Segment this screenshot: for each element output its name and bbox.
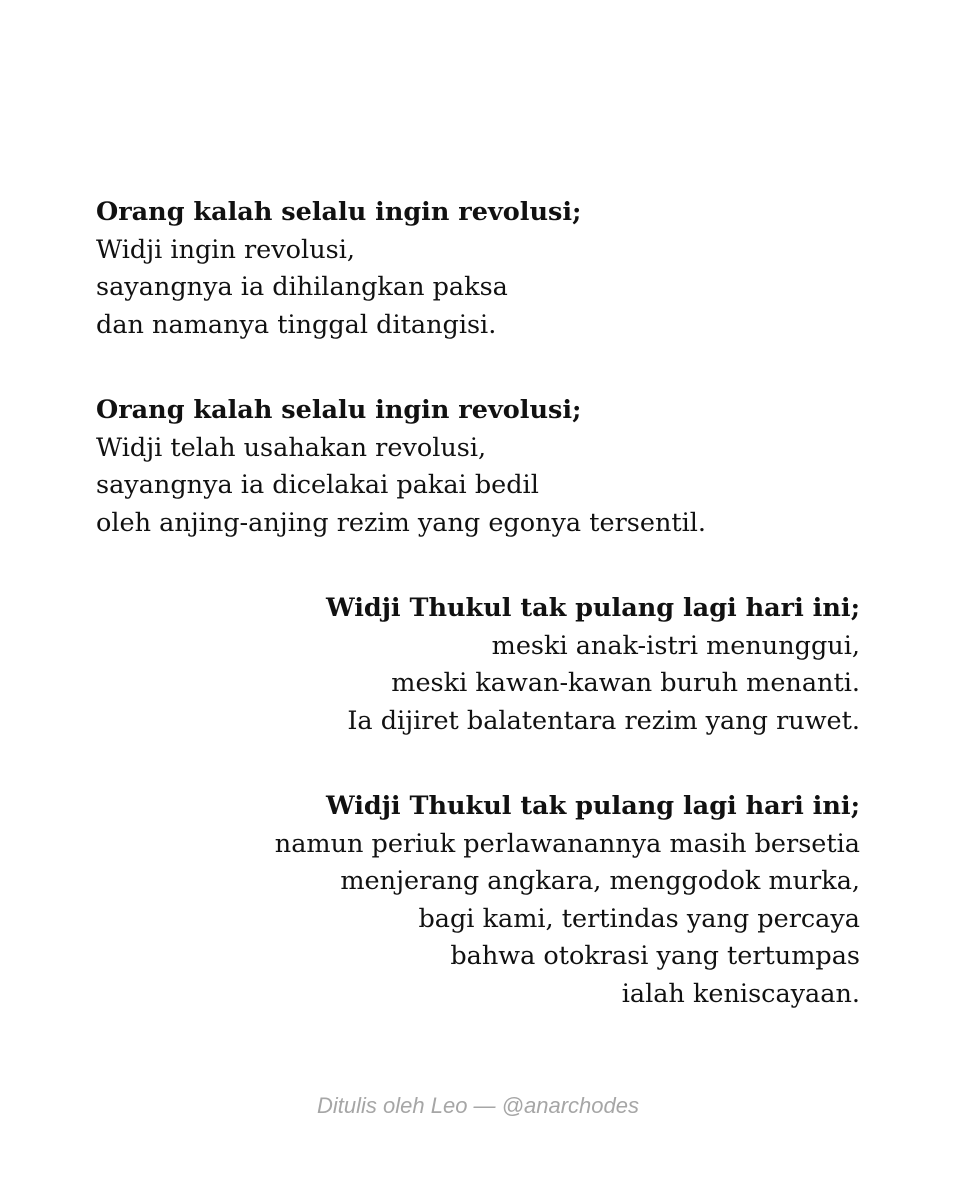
stanza-line: Widji telah usahakan revolusi, bbox=[96, 432, 487, 463]
stanza-line: meski anak-istri menunggui, bbox=[491, 630, 860, 661]
stanza-line: dan namanya tinggal ditangisi. bbox=[96, 309, 497, 340]
stanza-heading: Orang kalah selalu ingin revolusi; bbox=[96, 197, 582, 227]
stanza-heading: Widji Thukul tak pulang lagi hari ini; bbox=[326, 791, 860, 821]
stanza-line: oleh anjing-anjing rezim yang egonya tersentil. bbox=[96, 507, 707, 538]
stanza-line: Ia dijiret balatentara rezim yang ruwet. bbox=[347, 705, 860, 736]
stanza-heading: Orang kalah selalu ingin revolusi; bbox=[96, 395, 582, 425]
stanza-line: sayangnya ia dicelakai pakai bedil bbox=[96, 470, 539, 500]
stanza-line: bahwa otokrasi yang tertumpas bbox=[450, 941, 860, 971]
stanza-line: menjerang angkara, menggodok murka, bbox=[340, 866, 860, 896]
stanza-heading: Widji Thukul tak pulang lagi hari ini; bbox=[326, 593, 860, 623]
stanza-line: Widji ingin revolusi, bbox=[96, 234, 355, 265]
stanza-1 bbox=[96, 194, 581, 344]
stanza-4 bbox=[275, 788, 860, 1013]
stanza-line: meski kawan-kawan buruh menanti. bbox=[391, 668, 860, 698]
stanza-line: ialah keniscayaan. bbox=[621, 978, 860, 1009]
stanza-line: sayangnya ia dihilangkan paksa bbox=[96, 272, 508, 302]
author-signature: Ditulis oleh Leo — @anarchodes bbox=[317, 1093, 639, 1118]
stanza-line: bagi kami, tertindas yang percaya bbox=[418, 903, 860, 934]
stanza-3 bbox=[326, 590, 860, 740]
stanza-line: namun periuk perlawanannya masih bersetia bbox=[274, 828, 860, 859]
stanza-2 bbox=[96, 392, 706, 542]
